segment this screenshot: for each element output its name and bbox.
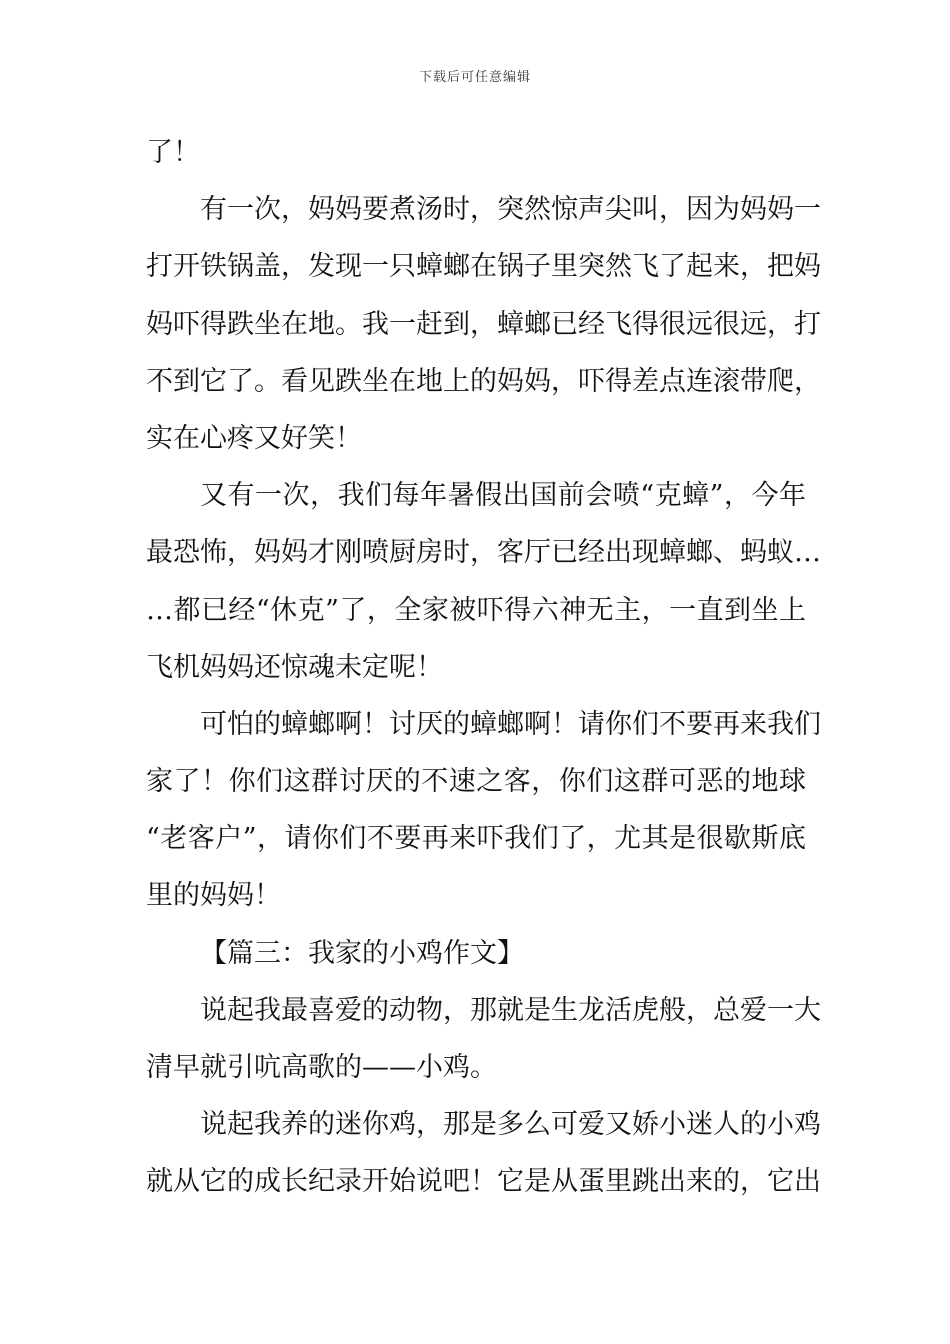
text-line: 飞机妈妈还惊魂未定呢！ [146, 651, 443, 683]
text-line: 就从它的成长纪录开始说吧！它是从蛋里跳出来的，它出 [146, 1166, 821, 1198]
text-line: 清早就引吭高歌的——小鸡。 [146, 1052, 497, 1083]
text-line: 打开铁锅盖，发现一只蟑螂在锅子里突然飞了起来，把妈 [146, 251, 821, 283]
section-heading: 【篇三：我家的小鸡作文】 [200, 937, 524, 969]
text-line: 说起我养的迷你鸡，那是多么可爱又娇小迷人的小鸡 [200, 1109, 821, 1141]
text-line: 说起我最喜爱的动物，那就是生龙活虎般，总爱一大 [200, 994, 821, 1026]
text-line: 又有一次，我们每年暑假出国前会喷“克蟑”，今年 [200, 480, 806, 512]
text-line: 最恐怖，妈妈才刚喷厨房时，客厅已经出现蟑螂、蚂蚁… [146, 537, 821, 569]
text-line: 可怕的蟑螂啊！讨厌的蟑螂啊！请你们不要再来我们 [200, 708, 821, 740]
text-line: “老客户”，请你们不要再来吓我们了，尤其是很歇斯底 [146, 823, 806, 855]
text-line: 有一次，妈妈要煮汤时，突然惊声尖叫，因为妈妈一 [200, 194, 821, 226]
text-line: 了！ [146, 137, 200, 168]
text-line: 不到它了。看见跌坐在地上的妈妈，吓得差点连滚带爬， [146, 365, 821, 397]
text-line: 里的妈妈！ [146, 880, 281, 912]
document-body [146, 130, 821, 1217]
page-header: 下载后可任意编辑 [418, 70, 531, 85]
text-line: 家了！你们这群讨厌的不速之客，你们这群可恶的地球 [146, 766, 806, 798]
text-line: 实在心疼又好笑！ [146, 422, 362, 454]
text-line: …都已经“休克”了，全家被吓得六神无主，一直到坐上 [146, 594, 806, 626]
text-line: 妈吓得跌坐在地。我一赶到，蟑螂已经飞得很远很远，打 [146, 308, 821, 340]
